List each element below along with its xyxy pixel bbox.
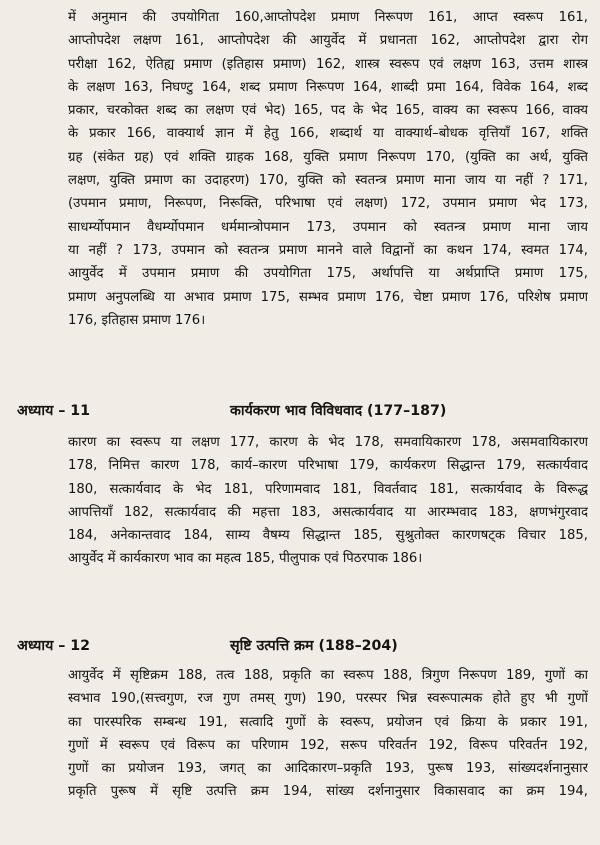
text-line: आयुर्वेद में कार्यकारण भाव का महत्व 185, पीलुपाक एवं पिठरपाक 186। [68,551,423,567]
text-line: प्रकार, चरकोक्त शब्द का लक्षण एवं भेद) 165, पद के भेद 165, वाक्य का स्वरूप 166, वाक्य [68,103,588,119]
text-line: या नहीं ? 173, उपमान को स्वतन्त्र प्रमाण मानने वाले विद्वानों का कथन 174, स्वमत 174, [68,242,588,258]
text-line: 176, इतिहास प्रमाण 176। [68,312,206,328]
text-line: आयुर्वेद में सृष्टिक्रम 188, तत्व 188, प्रकृति का स्वरूप 188, त्रिगुण निरूपण 189, गुणों का [68,668,588,683]
text-line: 178, निमित्त कारण 178, कार्य–कारण परिभाषा 179, कार्यकरण सिद्धान्त 179, सत्कार्यवाद [68,458,588,474]
chapter-12-paragraph [68,664,588,804]
text-line: साधर्म्योपमान वैधर्म्योपमान धर्ममान्त्रोपमान 173, उपमान को स्वतन्त्र प्रमाण माना जाय [68,219,588,235]
chapter-12-label: अध्याय – 12 [17,638,91,654]
text-line: (उपमान प्रमाण, निरूपण, निरूक्ति, परिभाषा एवं लक्षण) 172, उपमान प्रमाण भेद 173, [68,196,588,212]
text-line: आप्तोपदेश लक्षण 161, आप्तोपदेश की आयुर्वेद में प्रधानता 162, आप्तोपदेश द्वारा रोग [68,33,588,49]
chapter-11-label: अध्याय – 11 [17,403,91,419]
text-line: ग्रह (संकेत ग्रह) एवं शक्ति ग्राहक 168, युक्ति प्रमाण निरूपण 170, (युक्ति का अर्थ, युक्ति [68,149,588,165]
text-line: गुणों का प्रयोजन 193, जगत् का आदिकारण–प्रकृति 193, पुरूष 193, सांख्यदर्शनानुसार [68,761,588,777]
text-line: 184, अनेकान्तवाद 184, साम्य वैषम्य सिद्धान्त 185, सुश्रुतोक्त कारणषट्क विचार 185, [68,528,588,544]
text-line: आयुर्वेद में उपमान प्रमाण की उपयोगिता 175, अर्थापत्ति या अर्थप्राप्ति प्रमाण 175, [68,266,588,282]
text-line: 180, सत्कार्यवाद के भेद 181, परिणामवाद 181, विवर्तवाद 181, सत्कार्यवाद के विरूद्ध [68,481,588,497]
text-line: गुणों में स्वरूप एवं विरूप का परिणाम 192, सरूप परिवर्तन 192, विरूप परिवर्तन 192, [68,737,588,753]
text-line: प्रकृति पुरूष में सृष्टि उत्पत्ति क्रम 194, सांख्य दर्शनानुसार विकासवाद का क्रम 194, [68,784,588,800]
intro-paragraph [68,6,588,332]
text-line: लक्षण, युक्ति प्रमाण का उदाहरण) 170, युक्ति को स्वतन्त्र प्रमाण माना जाय या नहीं ? 171, [68,173,588,189]
text-line: स्वभाव 190,(सत्त्वगुण, रज गुण तमस् गुण) 190, परस्पर भिन्न स्वरूपात्मक होते हुए भी गुणों [68,691,588,707]
chapter-12-title: सृष्टि उत्पत्ति क्रम (188–204) [230,638,398,654]
text-line: आपत्तियाँ 182, सत्कार्यवाद की महत्ता 183, असत्कार्यवाद या आरम्भवाद 183, क्षणभंगुरवाद [68,504,588,520]
chapter-11-title: कार्यकरण भाव विविधवाद (177–187) [230,403,447,419]
text-line: के प्रकार 166, वाक्यार्थ ज्ञान में हेतु 166, शब्दार्थ या वाक्यार्थ–बोधक वृत्तियाँ 167, शक्ति [68,126,588,142]
text-line: में अनुमान की उपयोगिता 160,आप्तोपदेश प्रमाण निरूपण 161, आप्त स्वरूप 161, [68,10,588,25]
text-line: कारण का स्वरूप या लक्षण 177, कारण के भेद 178, समवायिकारण 178, असमवायिकारण [68,435,588,450]
text-line: प्रमाण अनुपलब्धि या अभाव प्रमाण 175, सम्भव प्रमाण 176, चेष्टा प्रमाण 176, परिशेष प्रमाण [68,289,588,305]
text-line: के लक्षण 163, निघण्टु 164, शब्द प्रमाण निरूपण 164, शाब्दी प्रमा 164, विवेक 164, शब्द [68,79,588,95]
text-line: परीक्षा 162, ऐतिह्य प्रमाण (इतिहास प्रमाण) 162, शास्त्र स्वरूप एवं लक्षण 163, उत्तम शास्त्र [68,56,588,72]
chapter-11-paragraph [68,431,588,571]
text-line: का पारस्परिक सम्बन्ध 191, सत्वादि गुणों के स्वरूप, प्रयोजन एवं क्रिया के प्रकार 191, [68,714,588,730]
